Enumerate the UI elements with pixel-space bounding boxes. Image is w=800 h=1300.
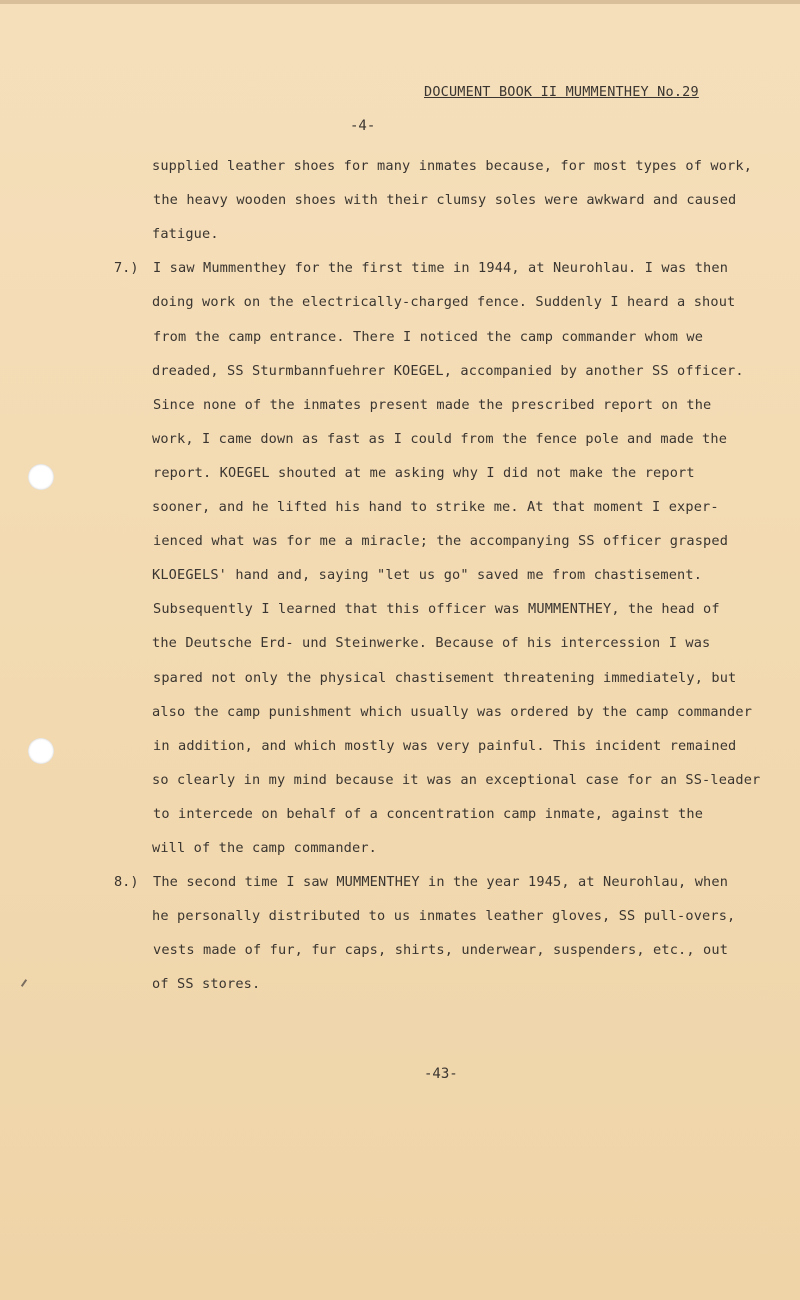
text-line: work, I came down as fast as I could from the fence pole and made the <box>152 430 728 447</box>
text-line: report. KOEGEL shouted at me asking why I did not make the report <box>153 464 695 481</box>
text-line: to intercede on behalf of a concentration camp inmate, against the <box>153 805 704 822</box>
page-top-number: -4- <box>350 118 376 134</box>
pencil-mark <box>21 979 27 987</box>
text-line: from the camp entrance. There I noticed the camp commander whom we <box>153 328 704 345</box>
text-line: will of the camp commander. <box>152 840 378 856</box>
paragraph-number: 8.) <box>114 874 139 891</box>
text-line: supplied leather shoes for many inmates because, for most types of work, <box>152 158 753 174</box>
text-line: I saw Mummenthey for the first time in 1944, at Neurohlau. I was then <box>153 260 729 277</box>
text-line: also the camp punishment which usually was ordered by the camp commander <box>152 703 753 720</box>
page-number: -43- <box>424 1066 458 1082</box>
text-line: fatigue. <box>152 226 219 243</box>
page-edge <box>0 0 800 4</box>
text-line: the Deutsche Erd- und Steinwerke. Because of his intercession I was <box>152 635 711 652</box>
text-line: The second time I saw MUMMENTHEY in the year 1945, at Neurohlau, when <box>153 874 729 891</box>
text-line: Since none of the inmates present made the prescribed report on the <box>153 396 712 413</box>
text-line: the heavy wooden shoes with their clumsy soles were awkward and caused <box>153 192 737 209</box>
text-line: Subsequently I learned that this officer was MUMMENTHEY, the head of <box>153 601 720 618</box>
text-line: KLOEGELS' hand and, saying "let us go" saved me from chastisement. <box>152 567 703 584</box>
text-line: he personally distributed to us inmates leather gloves, SS pull-overs, <box>152 908 736 925</box>
text-line: so clearly in my mind because it was an exceptional case for an SS-leader <box>152 771 761 788</box>
punch-hole-bottom <box>28 738 54 764</box>
text-line: ienced what was for me a miracle; the accompanying SS officer grasped <box>153 533 729 550</box>
text-line: of SS stores. <box>152 976 261 993</box>
document-reference: DOCUMENT BOOK II MUMMENTHEY No.29 <box>424 84 699 100</box>
text-line: dreaded, SS Sturmbannfuehrer KOEGEL, accompanied by another SS officer. <box>152 362 744 379</box>
text-line: sooner, and he lifted his hand to strike me. At that moment I exper- <box>152 499 719 515</box>
text-line: vests made of fur, fur caps, shirts, underwear, suspenders, etc., out <box>153 942 729 959</box>
punch-hole-top <box>28 464 54 490</box>
text-line: in addition, and which mostly was very painful. This incident remained <box>153 737 737 754</box>
text-line: doing work on the electrically-charged fence. Suddenly I heard a shout <box>152 294 736 311</box>
paragraph-number: 7.) <box>114 260 139 277</box>
text-line: spared not only the physical chastisement threatening immediately, but <box>153 669 737 686</box>
